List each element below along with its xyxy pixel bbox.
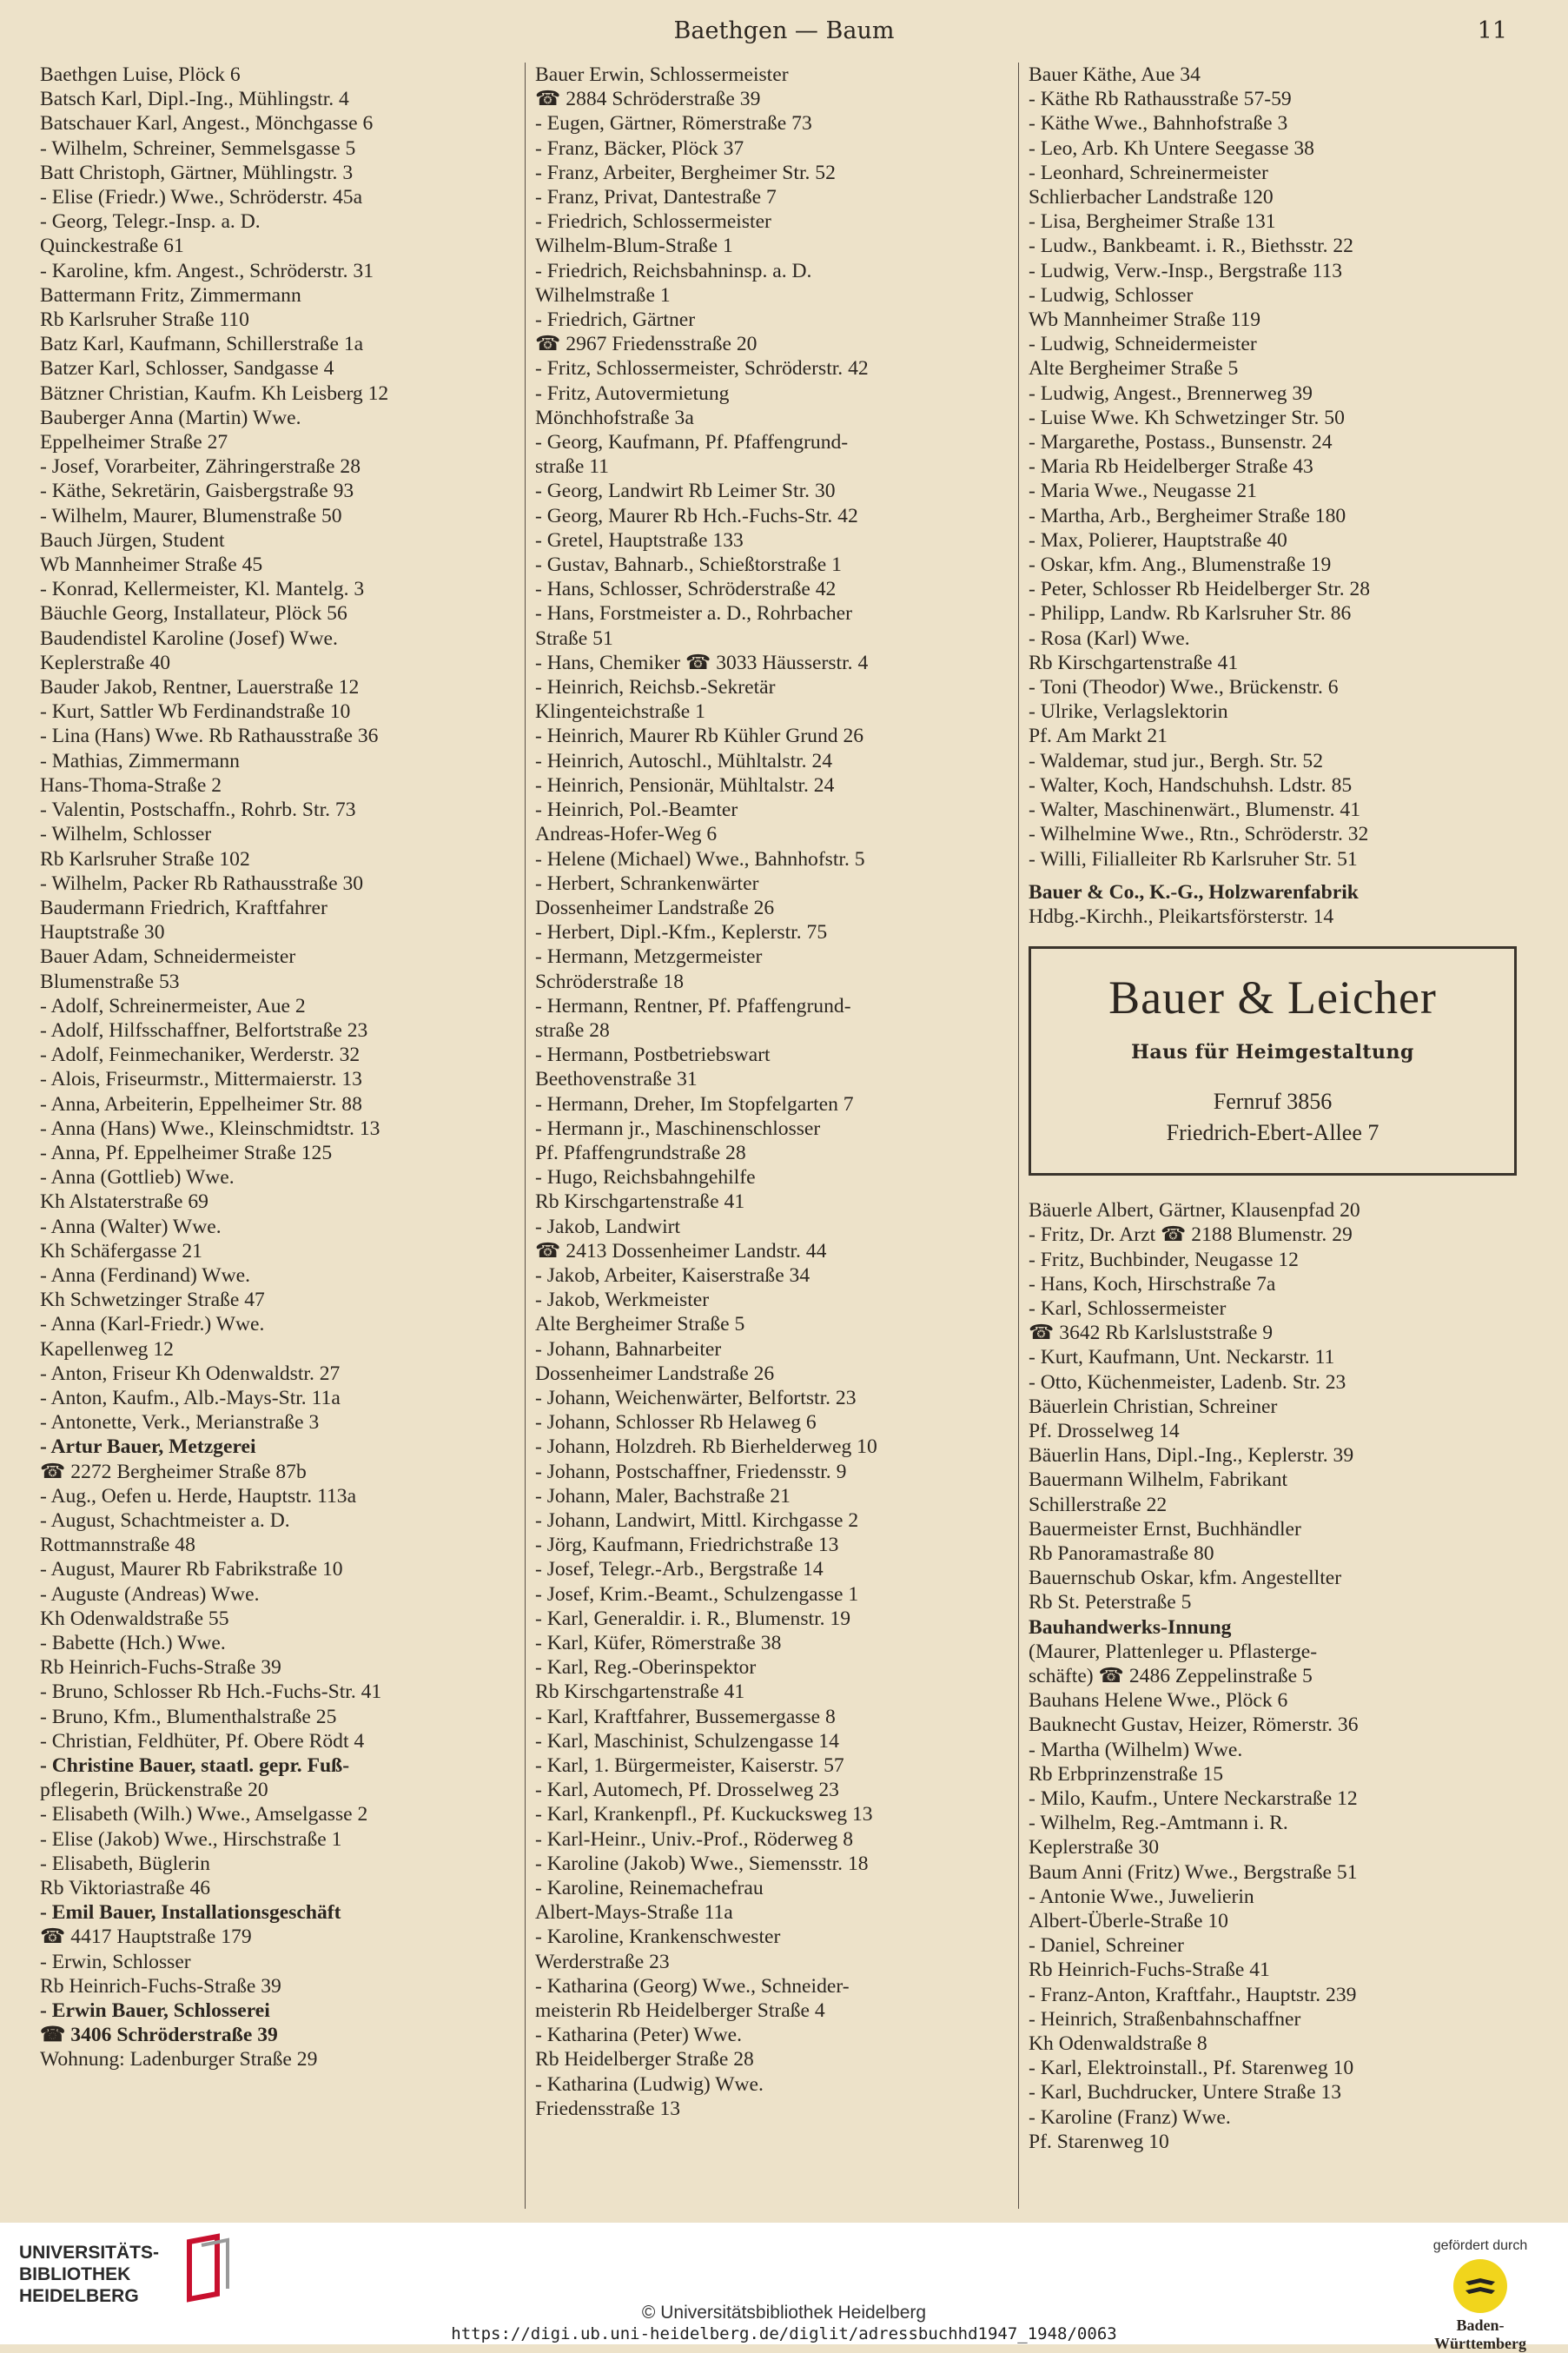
source-url[interactable]: https://digi.ub.uni-heidelberg.de/diglit/adressbuchhd1947_1948/0063 xyxy=(451,2324,1117,2343)
directory-entry: - Johann, Bahnarbeiter xyxy=(535,1337,722,1361)
directory-entry: meisterin Rb Heidelberger Straße 4 xyxy=(535,1999,825,2023)
directory-entry: - Antonie Wwe., Juwelierin xyxy=(1029,1885,1254,1908)
directory-entry: - Hermann, Postbetriebswart xyxy=(535,1044,771,1067)
directory-entry: - Fritz, Buchbinder, Neugasse 12 xyxy=(1029,1248,1299,1271)
directory-entry: - Hermann jr., Maschinenschlosser xyxy=(535,1117,821,1140)
directory-entry: - Anton, Kaufm., Alb.-Mays-Str. 11a xyxy=(40,1386,341,1409)
directory-entry: Rb Kirschgartenstraße 41 xyxy=(535,1190,745,1214)
directory-entry: - Friedrich, Schlossermeister xyxy=(535,210,771,234)
directory-entry: Rb Kirschgartenstraße 41 xyxy=(535,1680,745,1704)
directory-entry: Schröderstraße 18 xyxy=(535,970,684,993)
directory-entry: - Anna (Gottlieb) Wwe. xyxy=(40,1166,235,1190)
directory-entry: ☎ 2884 Schröderstraße 39 xyxy=(535,88,761,111)
directory-entry: - Karoline, Reinemachefrau xyxy=(535,1877,764,1900)
directory-entry: Rb Kirschgartenstraße 41 xyxy=(1029,651,1239,674)
directory-entry: - Heinrich, Pensionär, Mühltalstr. 24 xyxy=(535,773,835,797)
directory-entry: - Elisabeth (Wilh.) Wwe., Amselgasse 2 xyxy=(40,1803,368,1826)
directory-column-1 xyxy=(40,63,526,2072)
ad-phone: Fernruf 3856 xyxy=(1213,1089,1333,1115)
directory-entry: - Aug., Oefen u. Herde, Hauptstr. 113a xyxy=(40,1484,357,1508)
directory-entry: - Wilhelm, Schreiner, Semmelsgasse 5 xyxy=(40,136,356,160)
directory-entry: Rb Heinrich-Fuchs-Straße 39 xyxy=(40,1974,281,1998)
directory-entry: - Ludwig, Schneidermeister xyxy=(1029,333,1257,356)
directory-entry: - Hermann, Metzgermeister xyxy=(535,945,763,969)
directory-entry: - Toni (Theodor) Wwe., Brückenstr. 6 xyxy=(1029,676,1339,699)
directory-entry: Eppelheimer Straße 27 xyxy=(40,431,228,454)
directory-entry: - Heinrich, Pol.-Beamter xyxy=(535,799,738,822)
directory-column-3 xyxy=(1029,63,1517,2154)
directory-entry: - Antonette, Verk., Merianstraße 3 xyxy=(40,1411,320,1435)
directory-entry: Schlierbacher Landstraße 120 xyxy=(1029,186,1274,209)
directory-entry: - Karl, Buchdrucker, Untere Straße 13 xyxy=(1029,2081,1342,2104)
directory-entry: - Lisa, Bergheimer Straße 131 xyxy=(1029,210,1276,234)
directory-entry: - Heinrich, Straßenbahnschaffner xyxy=(1029,2007,1301,2031)
directory-entry: - Erwin Bauer, Schlosserei xyxy=(40,1999,270,2023)
directory-entry: Dossenheimer Landstraße 26 xyxy=(535,1362,775,1385)
directory-entry: Wilhelmstraße 1 xyxy=(535,283,671,307)
directory-entry: Bauch Jürgen, Student xyxy=(40,528,225,552)
directory-entry: - Mathias, Zimmermann xyxy=(40,749,240,772)
directory-entry: - Katharina (Georg) Wwe., Schneider- xyxy=(535,1974,850,1998)
directory-entry: - Karl, Kraftfahrer, Bussemergasse 8 xyxy=(535,1705,836,1728)
directory-entry: Friedensstraße 13 xyxy=(535,2097,681,2120)
directory-entry: Bäuchle Georg, Installateur, Plöck 56 xyxy=(40,602,347,626)
directory-entry: - Georg, Telegr.-Insp. a. D. xyxy=(40,210,261,234)
directory-entry: - Konrad, Kellermeister, Kl. Mantelg. 3 xyxy=(40,578,365,601)
directory-entry: - Käthe Wwe., Bahnhofstraße 3 xyxy=(1029,112,1288,136)
column-3-entries-bottom xyxy=(1029,1198,1517,2154)
directory-entry: - Herbert, Schrankenwärter xyxy=(535,872,759,895)
directory-entry: - Ludwig, Verw.-Insp., Bergstraße 113 xyxy=(1029,259,1343,282)
directory-entry: - Katharina (Peter) Wwe. xyxy=(535,2024,743,2047)
directory-entry: Keplerstraße 30 xyxy=(1029,1836,1160,1859)
directory-entry: Rb Panoramastraße 80 xyxy=(1029,1541,1214,1565)
directory-entry: Baudendistel Karoline (Josef) Wwe. xyxy=(40,626,338,650)
directory-entry: - Josef, Vorarbeiter, Zähringerstraße 28 xyxy=(40,455,361,479)
directory-entry: - Christine Bauer, staatl. gepr. Fuß- xyxy=(40,1754,350,1778)
state-coat-of-arms-icon xyxy=(1453,2259,1507,2313)
directory-entry: Pf. Drosselweg 14 xyxy=(1029,1419,1180,1442)
directory-entry: - Martha (Wilhelm) Wwe. xyxy=(1029,1738,1243,1761)
directory-entry: ☎ 2967 Friedensstraße 20 xyxy=(535,333,758,356)
directory-entry: - Kurt, Sattler Wb Ferdinandstraße 10 xyxy=(40,700,351,724)
directory-entry: Mönchhofstraße 3a xyxy=(535,406,694,429)
directory-entry: - Margarethe, Postass., Bunsenstr. 24 xyxy=(1029,431,1333,454)
directory-entry: Blumenstraße 53 xyxy=(40,970,180,993)
directory-column-2 xyxy=(535,63,1011,2121)
directory-entry: Rb Heidelberger Straße 28 xyxy=(535,2048,754,2071)
directory-entry: - Karoline, kfm. Angest., Schröderstr. 31 xyxy=(40,259,374,282)
digitization-footer xyxy=(0,2223,1568,2352)
directory-entry: - Franz, Privat, Dantestraße 7 xyxy=(535,186,777,209)
directory-entry: Batschauer Karl, Angest., Mönchgasse 6 xyxy=(40,112,374,136)
directory-entry: Batzer Karl, Schlosser, Sandgasse 4 xyxy=(40,357,334,381)
directory-entry: - Wilhelm, Reg.-Amtmann i. R. xyxy=(1029,1812,1288,1835)
directory-entry: - Fritz, Dr. Arzt ☎ 2188 Blumenstr. 29 xyxy=(1029,1223,1353,1247)
directory-entry: Pf. Starenweg 10 xyxy=(1029,2130,1169,2153)
directory-entry: - Anna, Arbeiterin, Eppelheimer Str. 88 xyxy=(40,1092,362,1116)
directory-entry: - Elisabeth, Büglerin xyxy=(40,1852,210,1875)
directory-entry: Bauer Adam, Schneidermeister xyxy=(40,945,296,969)
directory-entry: Rb St. Peterstraße 5 xyxy=(1029,1591,1192,1614)
directory-entry: - August, Maurer Rb Fabrikstraße 10 xyxy=(40,1558,343,1581)
directory-entry: - Georg, Kaufmann, Pf. Pfaffengrund- xyxy=(535,431,849,454)
directory-entry: - Wilhelm, Maurer, Blumenstraße 50 xyxy=(40,504,342,527)
copyright-notice: © Universitätsbibliothek Heidelberg xyxy=(641,2303,927,2323)
directory-entry: - Hans, Forstmeister a. D., Rohrbacher xyxy=(535,602,852,626)
directory-entry: - Leo, Arb. Kh Untere Seegasse 38 xyxy=(1029,136,1314,160)
directory-entry: - Wilhelm, Packer Rb Rathausstraße 30 xyxy=(40,872,364,895)
ad-tagline: Haus für Heimgestaltung xyxy=(1131,1041,1414,1064)
library-name-line: BIBLIOTHEK xyxy=(19,2264,131,2284)
directory-entry: Rb Karlsruher Straße 102 xyxy=(40,847,250,871)
directory-entry: - Herbert, Dipl.-Kfm., Keplerstr. 75 xyxy=(535,921,828,945)
library-emblem-icon xyxy=(182,2233,235,2303)
directory-entry: - Johann, Schlosser Rb Helaweg 6 xyxy=(535,1411,817,1435)
directory-entry: - Hans, Koch, Hirschstraße 7a xyxy=(1029,1272,1276,1296)
directory-entry: Alte Bergheimer Straße 5 xyxy=(1029,357,1239,381)
directory-entry: - Wilhelmine Wwe., Rtn., Schröderstr. 32 xyxy=(1029,823,1369,846)
directory-entry: - Artur Bauer, Metzgerei xyxy=(40,1435,256,1459)
directory-entry: - Jörg, Kaufmann, Friedrichstraße 13 xyxy=(535,1534,839,1557)
advertisement-box xyxy=(1029,946,1517,1176)
directory-entry: - Johann, Maler, Bachstraße 21 xyxy=(535,1484,791,1508)
directory-entry: Wb Mannheimer Straße 119 xyxy=(1029,308,1261,332)
directory-entry: - Elise (Friedr.) Wwe., Schröderstr. 45a xyxy=(40,186,363,209)
directory-entry: Kh Odenwaldstraße 8 xyxy=(1029,2032,1207,2056)
directory-entry: - Christian, Feldhüter, Pf. Obere Rödt 4 xyxy=(40,1729,365,1753)
directory-entry: - Oskar, kfm. Ang., Blumenstraße 19 xyxy=(1029,553,1332,577)
funding-note: gefördert durch xyxy=(1432,2238,1528,2253)
directory-entry: Keplerstraße 40 xyxy=(40,651,171,674)
directory-entry: straße 28 xyxy=(535,1018,610,1042)
directory-entry: - Walter, Koch, Handschuhsh. Ldstr. 85 xyxy=(1029,773,1353,797)
directory-entry: Kh Schäfergasse 21 xyxy=(40,1239,202,1263)
directory-entry: - Käthe Rb Rathausstraße 57-59 xyxy=(1029,88,1292,111)
funding-state: Baden-Württemberg xyxy=(1434,2317,1526,2352)
library-name-line: UNIVERSITÄTS- xyxy=(19,2243,160,2263)
directory-entry: - Johann, Weichenwärter, Belfortstr. 23 xyxy=(535,1386,857,1409)
directory-entry: - Emil Bauer, Installationsgeschäft xyxy=(40,1901,341,1925)
directory-entry: Batsch Karl, Dipl.-Ing., Mühlingstr. 4 xyxy=(40,88,349,111)
directory-entry: Bauernschub Oskar, kfm. Angestellter xyxy=(1029,1567,1342,1590)
directory-entry: - Anna (Hans) Wwe., Kleinschmidtstr. 13 xyxy=(40,1117,380,1140)
directory-entry: - Babette (Hch.) Wwe. xyxy=(40,1632,226,1654)
directory-entry: Rb Erbprinzenstraße 15 xyxy=(1029,1762,1224,1786)
directory-entry: Albert-Überle-Straße 10 xyxy=(1029,1910,1228,1932)
directory-entry: - Waldemar, stud jur., Bergh. Str. 52 xyxy=(1029,749,1324,772)
directory-entry: Andreas-Hofer-Weg 6 xyxy=(535,823,718,846)
directory-entry: Bauberger Anna (Martin) Wwe. xyxy=(40,406,301,429)
directory-entry: - Martha, Arb., Bergheimer Straße 180 xyxy=(1029,504,1346,527)
directory-entry: ☎ 3406 Schröderstraße 39 xyxy=(40,2024,278,2047)
directory-entry: - Lina (Hans) Wwe. Rb Rathausstraße 36 xyxy=(40,725,379,748)
directory-entry: - Karl, Krankenpfl., Pf. Kuckucksweg 13 xyxy=(535,1803,873,1826)
ad-company-name: Bauer & Leicher xyxy=(1108,971,1437,1024)
directory-entry: - Heinrich, Reichsb.-Sekretär xyxy=(535,676,776,699)
directory-entry: - Käthe, Sekretärin, Gaisbergstraße 93 xyxy=(40,480,354,503)
directory-entry: ☎ 4417 Hauptstraße 179 xyxy=(40,1925,252,1949)
directory-entry: - Adolf, Hilfsschaffner, Belfortstraße 23 xyxy=(40,1018,368,1042)
directory-entry: Pf. Pfaffengrundstraße 28 xyxy=(535,1141,746,1164)
directory-entry: - Franz-Anton, Kraftfahr., Hauptstr. 239 xyxy=(1029,1983,1357,2006)
directory-entry: Bauer & Co., K.-G., Holzwarenfabrik xyxy=(1029,880,1359,904)
directory-entry: - Johann, Postschaffner, Friedensstr. 9 xyxy=(535,1460,847,1483)
directory-entry: - Milo, Kaufm., Untere Neckarstraße 12 xyxy=(1029,1786,1358,1810)
directory-entry: - Karl, Elektroinstall., Pf. Starenweg 10 xyxy=(1029,2057,1354,2080)
directory-entry: Klingenteichstraße 1 xyxy=(535,700,705,724)
directory-entry: Wilhelm-Blum-Straße 1 xyxy=(535,235,733,258)
directory-entry: - Anna, Pf. Eppelheimer Straße 125 xyxy=(40,1141,333,1164)
directory-entry: - Maria Rb Heidelberger Straße 43 xyxy=(1029,455,1313,479)
directory-entry: - Jakob, Landwirt xyxy=(535,1215,681,1238)
directory-entry: - Walter, Maschinenwärt., Blumenstr. 41 xyxy=(1029,799,1361,822)
directory-entry: Bäuerlein Christian, Schreiner xyxy=(1029,1395,1278,1418)
directory-entry: - August, Schachtmeister a. D. xyxy=(40,1508,290,1532)
directory-entry: Baudermann Friedrich, Kraftfahrer xyxy=(40,896,327,919)
directory-entry: - Jakob, Werkmeister xyxy=(535,1289,710,1312)
directory-entry: - Otto, Küchenmeister, Ladenb. Str. 23 xyxy=(1029,1370,1346,1394)
directory-entry: Wohnung: Ladenburger Straße 29 xyxy=(40,2048,318,2071)
library-logo xyxy=(19,2242,159,2307)
directory-entry: - Katharina (Ludwig) Wwe. xyxy=(535,2072,764,2096)
directory-entry: - Rosa (Karl) Wwe. xyxy=(1029,626,1190,650)
directory-entry: ☎ 2272 Bergheimer Straße 87b xyxy=(40,1460,307,1483)
directory-entry: Rottmannstraße 48 xyxy=(40,1534,195,1557)
directory-entry: Hauptstraße 30 xyxy=(40,921,165,945)
directory-entry: Bauhandwerks-Innung xyxy=(1029,1615,1232,1639)
directory-entry: - Karl, Küfer, Römerstraße 38 xyxy=(535,1632,782,1654)
directory-entry: Kh Alstaterstraße 69 xyxy=(40,1190,208,1214)
directory-entry: - Hans, Chemiker ☎ 3033 Häusserstr. 4 xyxy=(535,651,869,674)
directory-entry: - Auguste (Andreas) Wwe. xyxy=(40,1582,260,1606)
directory-entry: Bauermeister Ernst, Buchhändler xyxy=(1029,1517,1301,1541)
directory-entry: - Ludwig, Schlosser xyxy=(1029,283,1194,307)
directory-entry: - Karl, Reg.-Oberinspektor xyxy=(535,1656,757,1680)
directory-entry: - Anna (Walter) Wwe. xyxy=(40,1215,222,1238)
directory-entry: Bauer Käthe, Aue 34 xyxy=(1029,63,1201,86)
directory-entry: - Gustav, Bahnarb., Schießtorstraße 1 xyxy=(535,553,842,577)
directory-entry: ☎ 2413 Dossenheimer Landstr. 44 xyxy=(535,1239,827,1263)
directory-entry: - Fritz, Autovermietung xyxy=(535,381,730,405)
directory-entry: - Georg, Maurer Rb Hch.-Fuchs-Str. 42 xyxy=(535,504,858,527)
directory-entry: - Valentin, Postschaffn., Rohrb. Str. 73 xyxy=(40,799,356,822)
directory-entry: Werderstraße 23 xyxy=(535,1950,670,1973)
directory-entry: - Fritz, Schlossermeister, Schröderstr. 42 xyxy=(535,357,869,381)
directory-entry: - Maria Wwe., Neugasse 21 xyxy=(1029,480,1257,503)
directory-entry: - Anna (Karl-Friedr.) Wwe. xyxy=(40,1313,265,1336)
directory-entry: pflegerin, Brückenstraße 20 xyxy=(40,1779,268,1802)
directory-entry: schäfte) ☎ 2486 Zeppelinstraße 5 xyxy=(1029,1664,1313,1687)
directory-entry: - Karl, Automech, Pf. Drosselweg 23 xyxy=(535,1779,839,1802)
directory-entry: Bäuerlin Hans, Dipl.-Ing., Keplerstr. 39 xyxy=(1029,1444,1354,1468)
directory-entry: - Anna (Ferdinand) Wwe. xyxy=(40,1263,250,1287)
directory-entry: - Philipp, Landw. Rb Karlsruher Str. 86 xyxy=(1029,602,1352,626)
directory-entry: - Karoline, Krankenschwester xyxy=(535,1925,781,1949)
column-3-entries-top xyxy=(1029,63,1517,929)
directory-entry: - Gretel, Hauptstraße 133 xyxy=(535,528,744,552)
directory-entry: - Josef, Krim.-Beamt., Schulzengasse 1 xyxy=(535,1582,859,1606)
directory-entry: - Karl, 1. Bürgermeister, Kaiserstr. 57 xyxy=(535,1754,844,1778)
directory-entry: - Hermann, Rentner, Pf. Pfaffengrund- xyxy=(535,994,851,1017)
directory-entry: - Hermann, Dreher, Im Stopfelgarten 7 xyxy=(535,1092,854,1116)
directory-entry: Bauknecht Gustav, Heizer, Römerstr. 36 xyxy=(1029,1713,1359,1737)
directory-entry: - Franz, Bäcker, Plöck 37 xyxy=(535,136,744,160)
directory-entry: - Josef, Telegr.-Arb., Bergstraße 14 xyxy=(535,1558,824,1581)
directory-entry: Bauder Jakob, Rentner, Lauerstraße 12 xyxy=(40,676,360,699)
directory-entry: Bauermann Wilhelm, Fabrikant xyxy=(1029,1468,1288,1492)
directory-entry: Rb Heinrich-Fuchs-Straße 41 xyxy=(1029,1959,1270,1982)
page-number: 11 xyxy=(1477,17,1507,44)
directory-entry: - Hugo, Reichsbahngehilfe xyxy=(535,1166,756,1190)
running-head: Baethgen — Baum xyxy=(673,17,895,44)
directory-entry: - Daniel, Schreiner xyxy=(1029,1934,1184,1958)
directory-entry: Bauer Erwin, Schlossermeister xyxy=(535,63,789,86)
directory-entry: Bäuerle Albert, Gärtner, Klausenpfad 20 xyxy=(1029,1199,1360,1223)
directory-entry: - Karoline (Franz) Wwe. xyxy=(1029,2105,1231,2129)
directory-entry: - Heinrich, Autoschl., Mühltalstr. 24 xyxy=(535,749,833,772)
directory-entry: Kapellenweg 12 xyxy=(40,1337,174,1361)
directory-entry: Kh Odenwaldstraße 55 xyxy=(40,1607,229,1630)
directory-entry: Schillerstraße 22 xyxy=(1029,1493,1168,1516)
directory-entry: - Peter, Schlosser Rb Heidelberger Str. 28 xyxy=(1029,578,1371,601)
directory-entry: straße 11 xyxy=(535,455,609,479)
directory-entry: - Ludwig, Angest., Brennerweg 39 xyxy=(1029,381,1313,405)
directory-entry: - Karl, Maschinist, Schulzengasse 14 xyxy=(535,1729,839,1753)
directory-entry: - Bruno, Kfm., Blumenthalstraße 25 xyxy=(40,1705,337,1728)
directory-entry: (Maurer, Plattenleger u. Pflasterge- xyxy=(1029,1640,1318,1663)
directory-entry: - Hans, Schlosser, Schröderstraße 42 xyxy=(535,578,837,601)
directory-entry: Straße 51 xyxy=(535,626,613,650)
directory-entry: - Franz, Arbeiter, Bergheimer Str. 52 xyxy=(535,161,836,184)
directory-entry: - Jakob, Arbeiter, Kaiserstraße 34 xyxy=(535,1263,810,1287)
directory-entry: Rb Heinrich-Fuchs-Straße 39 xyxy=(40,1656,281,1680)
directory-entry: - Willi, Filialleiter Rb Karlsruher Str. 51 xyxy=(1029,847,1358,871)
directory-entry: - Alois, Friseurmstr., Mittermaierstr. 13 xyxy=(40,1068,362,1091)
directory-entry: Alte Bergheimer Straße 5 xyxy=(535,1313,745,1336)
directory-entry: Bätzner Christian, Kaufm. Kh Leisberg 12 xyxy=(40,381,389,405)
directory-entry: - Ulrike, Verlagslektorin xyxy=(1029,700,1228,724)
directory-entry: Beethovenstraße 31 xyxy=(535,1068,698,1091)
directory-entry: - Karl-Heinr., Univ.-Prof., Röderweg 8 xyxy=(535,1827,854,1851)
directory-entry: - Karl, Schlossermeister xyxy=(1029,1296,1227,1320)
directory-entry: - Adolf, Schreinermeister, Aue 2 xyxy=(40,994,306,1017)
page-header xyxy=(0,12,1568,50)
directory-entry: Hans-Thoma-Straße 2 xyxy=(40,773,222,797)
directory-entry: - Adolf, Feinmechaniker, Werderstr. 32 xyxy=(40,1044,361,1067)
directory-entry: - Eugen, Gärtner, Römerstraße 73 xyxy=(535,112,812,136)
directory-entry: - Georg, Landwirt Rb Leimer Str. 30 xyxy=(535,480,836,503)
directory-entry: Kh Schwetzinger Straße 47 xyxy=(40,1289,265,1312)
directory-entry: - Heinrich, Maurer Rb Kühler Grund 26 xyxy=(535,725,864,748)
directory-entry: Quinckestraße 61 xyxy=(40,235,184,258)
directory-entry: - Johann, Landwirt, Mittl. Kirchgasse 2 xyxy=(535,1508,859,1532)
directory-entry: Hdbg.-Kirchh., Pleikartsförsterstr. 14 xyxy=(1029,905,1334,928)
directory-entry: Baum Anni (Fritz) Wwe., Bergstraße 51 xyxy=(1029,1860,1358,1884)
directory-entry: Battermann Fritz, Zimmermann xyxy=(40,283,301,307)
directory-entry: Rb Karlsruher Straße 110 xyxy=(40,308,249,332)
directory-entry: - Leonhard, Schreinermeister xyxy=(1029,161,1268,184)
directory-entry: - Erwin, Schlosser xyxy=(40,1950,191,1973)
directory-entry: - Kurt, Kaufmann, Unt. Neckarstr. 11 xyxy=(1029,1346,1335,1369)
directory-entry: Baethgen Luise, Plöck 6 xyxy=(40,63,241,86)
directory-entry: - Johann, Holzdreh. Rb Bierhelderweg 10 xyxy=(535,1435,877,1459)
directory-entry: Pf. Am Markt 21 xyxy=(1029,725,1168,748)
directory-entry: - Ludw., Bankbeamt. i. R., Biethsstr. 22 xyxy=(1029,235,1353,258)
directory-entry: - Bruno, Schlosser Rb Hch.-Fuchs-Str. 41 xyxy=(40,1680,382,1704)
directory-entry: - Karoline (Jakob) Wwe., Siemensstr. 18 xyxy=(535,1852,869,1875)
directory-entry: Wb Mannheimer Straße 45 xyxy=(40,553,263,577)
directory-entry: Batz Karl, Kaufmann, Schillerstraße 1a xyxy=(40,333,364,356)
directory-entry: ☎ 3642 Rb Karlsluststraße 9 xyxy=(1029,1322,1274,1345)
directory-entry: - Luise Wwe. Kh Schwetzinger Str. 50 xyxy=(1029,406,1345,429)
directory-entry: - Helene (Michael) Wwe., Bahnhofstr. 5 xyxy=(535,847,865,871)
library-name-line: HEIDELBERG xyxy=(19,2286,139,2306)
funding-credit xyxy=(1415,2238,1545,2353)
directory-entry: Rb Viktoriastraße 46 xyxy=(40,1877,211,1900)
directory-entry: Dossenheimer Landstraße 26 xyxy=(535,896,775,919)
directory-entry: - Friedrich, Reichsbahninsp. a. D. xyxy=(535,259,812,282)
directory-entry: - Karl, Generaldir. i. R., Blumenstr. 19 xyxy=(535,1607,851,1630)
directory-entry: - Max, Polierer, Hauptstraße 40 xyxy=(1029,528,1287,552)
directory-entry: Batt Christoph, Gärtner, Mühlingstr. 3 xyxy=(40,161,354,184)
directory-entry: - Friedrich, Gärtner xyxy=(535,308,696,332)
directory-entry: - Wilhelm, Schlosser xyxy=(40,823,212,846)
directory-entry: Bauhans Helene Wwe., Plöck 6 xyxy=(1029,1689,1288,1713)
directory-entry: Albert-Mays-Straße 11a xyxy=(535,1901,733,1925)
column-divider xyxy=(1018,63,1019,2209)
directory-entry: - Elise (Jakob) Wwe., Hirschstraße 1 xyxy=(40,1827,342,1851)
directory-entry: - Anton, Friseur Kh Odenwaldstr. 27 xyxy=(40,1362,341,1385)
ad-address: Friedrich-Ebert-Allee 7 xyxy=(1166,1120,1379,1146)
